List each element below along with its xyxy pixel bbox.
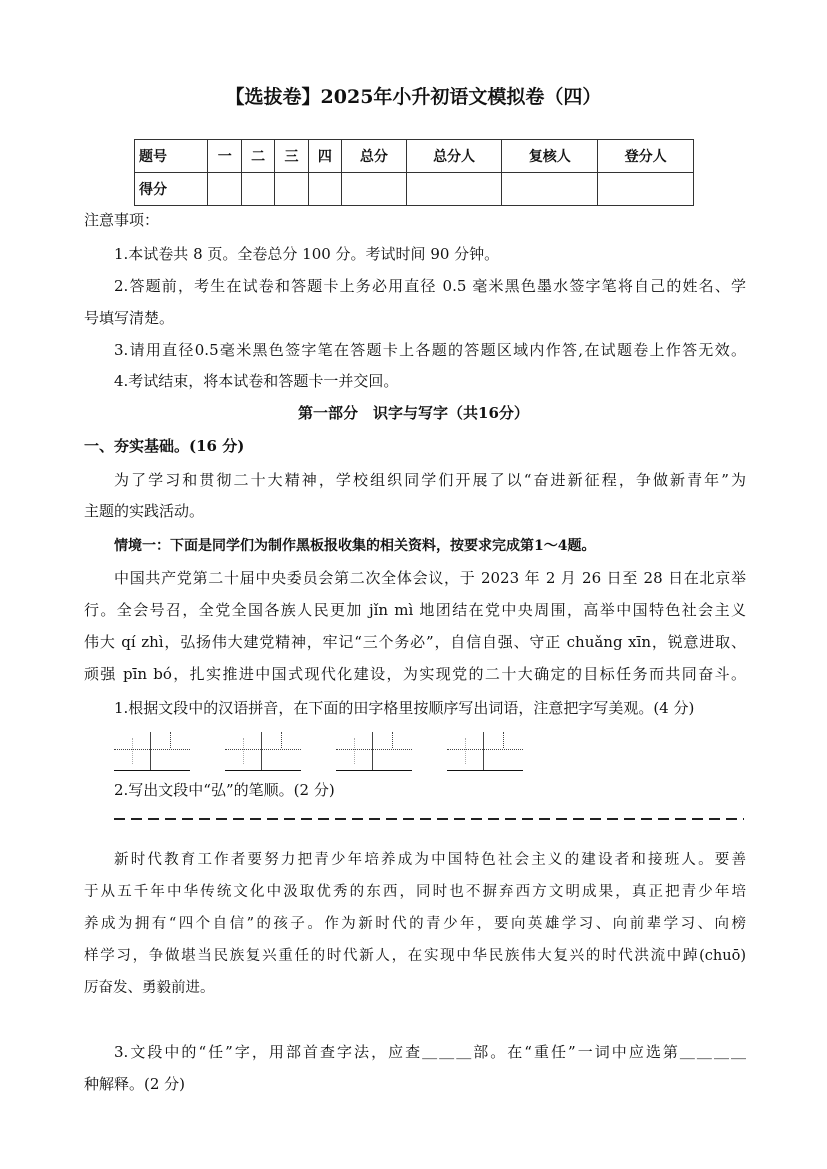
tianzige-box[interactable] [336, 732, 412, 771]
question-3-cont: 种解释。(2 分) [84, 1075, 186, 1093]
table-header: 三 [275, 140, 308, 173]
passage-line: 养成为拥有“四个自信”的孩子。作为新时代的青少年，要向英雄学习、向前辈学习、向榜 [84, 916, 746, 932]
passage-line: 伟大 qí zhì，弘扬伟大建党精神，牢记“三个务必”，自信自强、守正 chuǎng xīn，锐意进取、 [84, 633, 746, 651]
score-cell [406, 173, 502, 206]
score-table [134, 139, 694, 206]
section-heading: 一、夯实基础。(16 分) [84, 437, 245, 455]
table-header: 总分 [342, 140, 407, 173]
notes-heading: 注意事项： [84, 211, 160, 229]
answer-line[interactable] [114, 818, 744, 820]
score-cell [241, 173, 274, 206]
note-item: 2.答题前，考生在试卷和答题卡上务必用直径 0.5 毫米黑色墨水签字笔将自己的姓名、学 [114, 277, 746, 295]
score-cell [275, 173, 308, 206]
score-cell [308, 173, 341, 206]
row-label: 得分 [135, 173, 208, 206]
tianzige-box[interactable] [114, 732, 190, 771]
question-2: 2.写出文段中“弘”的笔顺。(2 分) [114, 781, 335, 799]
score-cell [598, 173, 694, 206]
question-3: 3.文段中的“任”字，用部首查字法，应查＿＿＿部。在“重任”一词中应选第＿＿＿＿ [114, 1043, 746, 1061]
table-header: 二 [241, 140, 274, 173]
table-header: 一 [208, 140, 241, 173]
scenario-heading: 情境一：下面是同学们为制作黑板报收集的相关资料，按要求完成第1～4题。 [114, 538, 596, 554]
table-row [135, 173, 694, 206]
intro-line: 为了学习和贯彻二十大精神，学校组织同学们开展了以“奋进新征程，争做新青年”为 [114, 471, 746, 489]
score-cell [342, 173, 407, 206]
table-header: 四 [308, 140, 341, 173]
score-cell [208, 173, 241, 206]
passage-line: 中国共产党第二十届中央委员会第二次全体会议，于 2023 年 2 月 26 日至 28 日在北京举 [114, 569, 746, 587]
passage-line: 于从五千年中华传统文化中汲取优秀的东西，同时也不摒弃西方文明成果，真正把青少年培 [84, 884, 746, 900]
table-header: 题号 [135, 140, 208, 173]
table-row [135, 140, 694, 173]
tianzige-box[interactable] [225, 732, 301, 771]
note-item: 4.考试结束，将本试卷和答题卡一并交回。 [114, 372, 399, 390]
table-header: 登分人 [598, 140, 694, 173]
passage-line: 新时代教育工作者要努力把青少年培养成为中国特色社会主义的建设者和接班人。要善 [114, 852, 746, 868]
note-item: 号填写清楚。 [84, 309, 175, 327]
passage-line: 顽强 pīn bó，扎实推进中国式现代化建设，为实现党的二十大确定的目标任务而共同奋斗。 [84, 665, 746, 683]
table-header: 复核人 [502, 140, 598, 173]
note-item: 1.本试卷共 8 页。全卷总分 100 分。考试时间 90 分钟。 [114, 245, 500, 263]
note-item: 3.请用直径0.5毫米黑色签字笔在答题卡上各题的答题区域内作答,在试题卷上作答无效。 [114, 341, 746, 359]
passage-line: 行。全会号召，全党全国各族人民更加 jǐn mì 地团结在党中央周围，高举中国特色社会主义 [84, 601, 746, 619]
passage-line: 样学习，争做堪当民族复兴重任的时代新人，在实现中华民族伟大复兴的时代洪流中踔(chuō) [84, 948, 746, 964]
intro-line: 主题的实践活动。 [84, 502, 205, 520]
tianzige-box[interactable] [447, 732, 523, 771]
part-title: 第一部分 识字与写字（共16分） [298, 404, 529, 422]
page-title: 【选拔卷】2025年小升初语文模拟卷（四） [225, 86, 602, 108]
passage-line: 厉奋发、勇毅前进。 [84, 980, 215, 996]
table-header: 总分人 [406, 140, 502, 173]
question-1: 1.根据文段中的汉语拼音，在下面的田字格里按顺序写出词语，注意把字写美观。(4 分) [114, 699, 695, 717]
score-cell [502, 173, 598, 206]
